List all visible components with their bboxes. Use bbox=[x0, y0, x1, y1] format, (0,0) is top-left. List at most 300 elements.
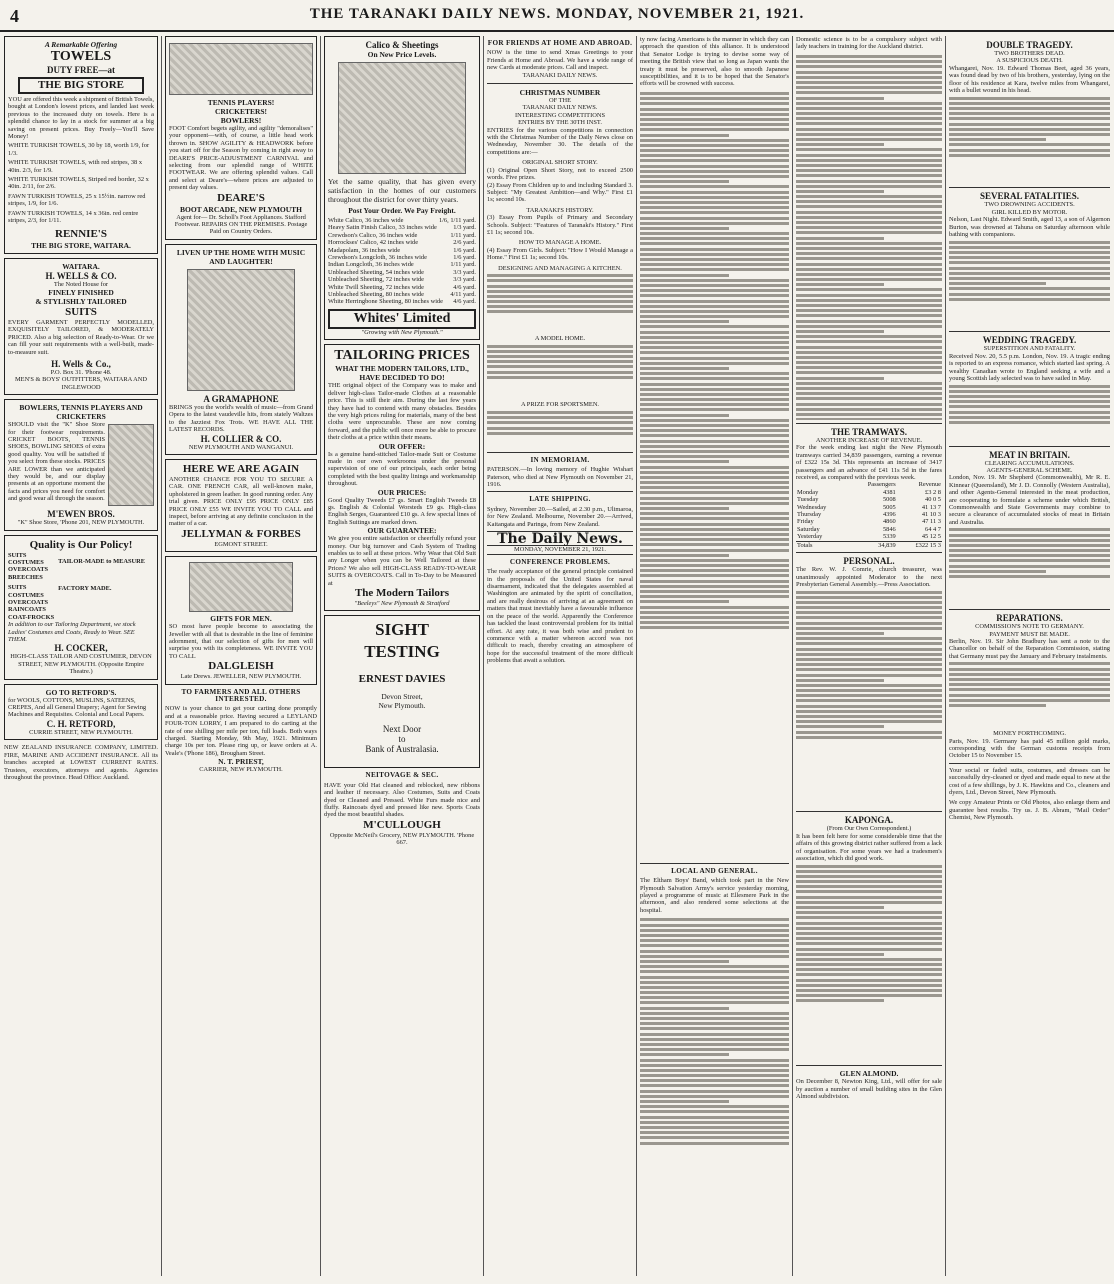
table-row bbox=[796, 489, 942, 496]
text-line bbox=[796, 705, 942, 708]
advertiser-name: ERNEST DAVIES bbox=[358, 673, 446, 686]
text-line bbox=[796, 632, 884, 635]
table-cell: 4396 bbox=[882, 511, 896, 519]
text-line bbox=[796, 371, 942, 374]
article-heading: REPARATIONS. bbox=[996, 613, 1063, 624]
text-line bbox=[949, 272, 1110, 275]
item-name: Unbleached Sheeting, 80 inches wide bbox=[328, 291, 425, 299]
text-line bbox=[640, 377, 789, 380]
text-line bbox=[796, 133, 942, 136]
text-block bbox=[796, 588, 942, 808]
text-line bbox=[949, 694, 1110, 697]
text-line bbox=[640, 398, 789, 401]
advertiser-address: EGMONT STREET. bbox=[214, 540, 268, 548]
text-line bbox=[796, 699, 942, 702]
text-line bbox=[640, 626, 789, 629]
advertiser-name: JELLYMAN & FORBES bbox=[181, 527, 301, 540]
mccullough-advert bbox=[324, 772, 480, 846]
article-body: On December 8, Newton King, Ltd., will offer for sale by auction a number of small building sites in the Glen Almond subdivision. bbox=[796, 1078, 942, 1101]
article-body: London, Nov. 19. Mr Shepherd (Commonwealth), Mr R. E. Kinnear (Queensland), Mr J. D. Connolly (Western Australia), and other Agents-General interested in the meat production, are cooperating to formulate a scheme under which British, Commonwealth and State Governments may combine to secure a clearance of accumulated stocks of meat in Britain and Australia. bbox=[949, 474, 1110, 526]
text-line bbox=[640, 294, 789, 297]
text-line bbox=[949, 251, 1110, 254]
text-line bbox=[796, 968, 942, 971]
article-subheading: (From Our Own Correspondent.) bbox=[826, 825, 912, 833]
column-rule bbox=[945, 36, 946, 1276]
notice-body: Sydney, November 20.—Sailed, at 2.30 p.m., Ulimaroa, for New Zealand. Melbourne, November 20.—Arrived, Kaitangata and Paringa, from New Zealand. bbox=[487, 505, 633, 528]
advert-subheading: OUR GUARANTEE: bbox=[367, 526, 437, 536]
text-line bbox=[796, 340, 942, 343]
table-cell: Passengers bbox=[867, 481, 896, 489]
divider bbox=[487, 452, 633, 453]
text-line bbox=[640, 237, 789, 240]
text-line bbox=[640, 1110, 789, 1113]
text-line bbox=[640, 300, 789, 303]
text-line bbox=[796, 351, 942, 354]
advertiser-name: H. COCKER, bbox=[54, 643, 108, 654]
table-cell: Totals bbox=[797, 541, 813, 549]
text-line bbox=[796, 294, 942, 297]
text-line bbox=[796, 958, 942, 961]
text-line bbox=[640, 1053, 729, 1056]
advert-heading: TO FARMERS AND ALL OTHERS INTERESTED. bbox=[181, 687, 301, 703]
advert-heading: A Remarkable Offering bbox=[44, 40, 118, 49]
text-line bbox=[640, 564, 789, 567]
advert-body: THE original object of the Company was to make and deliver high-class Tailor-made Clothes at a reasonable price. This is still their aim. During the last few years they have had to contend with many obstacles. Besides the very high prices ruling for materials, many of the best cloths were unprocurable. These are now coming forward, and the public will once more be able to procure their cloths at a price within their means. bbox=[328, 382, 476, 442]
text-line bbox=[796, 387, 942, 390]
advertiser-address: HIGH-CLASS TAILOR AND COSTUMIER, DEVON STREET, NEW PLYMOUTH. (Opposite Empire Theatre.) bbox=[10, 653, 152, 676]
section-heading: LOCAL AND GENERAL. bbox=[671, 866, 758, 875]
text-line bbox=[640, 445, 789, 448]
text-line bbox=[640, 242, 789, 245]
text-line bbox=[487, 295, 633, 298]
category-label: FACTORY MADE. bbox=[58, 584, 112, 592]
text-line bbox=[640, 981, 789, 984]
text-line bbox=[796, 226, 942, 229]
text-line bbox=[640, 1048, 789, 1051]
gift-illustration bbox=[189, 562, 293, 612]
text-line bbox=[796, 205, 942, 208]
text-line bbox=[640, 512, 789, 515]
text-line bbox=[487, 355, 633, 358]
list-item bbox=[328, 224, 476, 231]
shoes-illustration bbox=[169, 43, 313, 95]
advertiser-address: CURRIE STREET, NEW PLYMOUTH. bbox=[29, 728, 133, 736]
article-heading: WEDDING TRAGEDY. bbox=[982, 335, 1077, 346]
text-line bbox=[949, 385, 1110, 388]
text-line bbox=[949, 241, 1110, 244]
text-line bbox=[796, 366, 942, 369]
text-line bbox=[640, 268, 789, 271]
text-line bbox=[487, 305, 633, 308]
text-line bbox=[796, 299, 942, 302]
article-body: Domestic science is to be a compulsory subject with lady teachers in training for the Auckland district. bbox=[796, 36, 942, 51]
text-line bbox=[640, 403, 789, 406]
list-item: WHITE TURKISH TOWELS, Striped red border, 32 x 40in. 2/11, for 2/6. bbox=[8, 176, 149, 191]
text-line bbox=[640, 1001, 789, 1004]
text-line bbox=[640, 217, 789, 220]
table-cell: £3 2 8 bbox=[925, 488, 941, 496]
notice-heading: FOR FRIENDS AT HOME AND ABROAD. bbox=[487, 39, 633, 47]
text-line bbox=[796, 637, 942, 640]
text-line bbox=[640, 934, 789, 937]
text-line bbox=[640, 466, 789, 469]
text-line bbox=[640, 600, 729, 603]
article-body: It has been felt here for some considerable time that the affairs of this growing district rather suffered from a lack of organisation. For some years we had a tradesmen's association, which did good work. bbox=[796, 832, 942, 862]
column-rule bbox=[320, 36, 321, 1276]
text-line bbox=[949, 554, 1110, 557]
section-heading: DESIGNING AND MANAGING A KITCHEN. bbox=[498, 264, 622, 272]
table-cell: 34,839 bbox=[878, 541, 896, 549]
text-line bbox=[640, 320, 729, 323]
text-line bbox=[640, 408, 789, 411]
text-line bbox=[796, 658, 942, 661]
advert-town: WAITARA. bbox=[62, 261, 100, 271]
table-row bbox=[796, 526, 942, 533]
notice-body: (4) Essay From Girls. Subject: "How I Would Manage a Home." First £1 1s; second 10s. bbox=[487, 246, 633, 262]
advertiser-name: DALGLEISH bbox=[208, 660, 274, 673]
text-line bbox=[796, 999, 884, 1002]
text-line bbox=[640, 414, 729, 417]
garment-types bbox=[8, 552, 54, 622]
text-line bbox=[640, 585, 789, 588]
text-block bbox=[949, 526, 1110, 606]
text-line bbox=[640, 580, 789, 583]
text-line bbox=[796, 627, 942, 630]
list-item bbox=[328, 291, 476, 298]
text-line bbox=[640, 1007, 729, 1010]
text-line bbox=[640, 1074, 789, 1077]
advert-subheading: DUTY FREE—at bbox=[47, 65, 115, 75]
text-block bbox=[796, 862, 942, 1062]
text-line bbox=[796, 731, 942, 734]
item-name: Horrockses' Calico, 42 inches wide bbox=[328, 239, 419, 247]
text-line bbox=[949, 534, 1110, 537]
text-line bbox=[796, 382, 942, 385]
text-line bbox=[796, 159, 942, 162]
text-line bbox=[796, 71, 942, 74]
text-line bbox=[796, 725, 884, 728]
text-line bbox=[640, 481, 789, 484]
advertiser-name: N. T. PRIEST, bbox=[218, 757, 264, 767]
table-cell: 5008 bbox=[882, 496, 896, 504]
text-block bbox=[949, 383, 1110, 443]
list-item: WHITE TURKISH TOWELS, with red stripes, 38 x 40in. 2/3, for 1/9. bbox=[8, 159, 143, 174]
reading-advert: We copy Amateur Prints or Old Photos, also enlarge them and guarantee best results. Try us. J. B. Abram, "Mail Order" Chemist, New Plymouth. bbox=[949, 799, 1110, 822]
divider bbox=[796, 423, 942, 424]
text-line bbox=[640, 351, 789, 354]
text-line bbox=[949, 390, 1110, 393]
advert-heading: TOWELS bbox=[50, 49, 112, 64]
text-line bbox=[640, 123, 789, 126]
price-list bbox=[328, 217, 476, 306]
advert-heading: TENNIS PLAYERS! bbox=[207, 98, 275, 107]
text-line bbox=[796, 263, 942, 266]
text-line bbox=[640, 128, 789, 131]
list-item bbox=[328, 276, 476, 283]
text-line bbox=[796, 174, 942, 177]
list-item: COSTUMES bbox=[8, 558, 44, 566]
text-line bbox=[640, 507, 729, 510]
text-line bbox=[640, 258, 789, 261]
text-line bbox=[796, 922, 942, 925]
table-cell bbox=[796, 481, 847, 488]
text-line bbox=[640, 502, 789, 505]
towel-list bbox=[8, 142, 154, 224]
text-line bbox=[949, 298, 1110, 301]
text-line bbox=[796, 211, 942, 214]
divider bbox=[796, 1065, 942, 1066]
advertiser-name: DEARE'S bbox=[217, 191, 265, 204]
text-line bbox=[796, 927, 942, 930]
store-logo: THE BIG STORE bbox=[18, 77, 144, 94]
text-line bbox=[796, 237, 884, 240]
text-line bbox=[640, 253, 789, 256]
text-line bbox=[487, 300, 633, 303]
text-line bbox=[949, 149, 1110, 152]
text-line bbox=[487, 371, 633, 374]
article-heading: MEAT IN BRITAIN. bbox=[989, 449, 1070, 460]
modern-tailors-advert bbox=[324, 344, 480, 611]
divider bbox=[949, 446, 1110, 447]
advert-heading: Calico & Sheetings bbox=[365, 40, 439, 50]
column-rule bbox=[636, 36, 637, 1276]
text-line bbox=[796, 320, 942, 323]
text-line bbox=[640, 450, 789, 453]
text-line bbox=[796, 112, 942, 115]
text-line bbox=[640, 491, 789, 494]
text-line bbox=[640, 134, 729, 137]
advert-directions: to bbox=[398, 734, 406, 745]
advert-heading: BOWLERS! bbox=[220, 116, 262, 125]
text-line bbox=[640, 419, 789, 422]
text-line bbox=[796, 616, 942, 619]
text-line bbox=[487, 350, 633, 353]
text-line bbox=[796, 55, 942, 58]
text-line bbox=[796, 896, 942, 899]
notice-subheading: TARANAKI DAILY NEWS. bbox=[522, 104, 598, 112]
text-line bbox=[640, 960, 729, 963]
advertiser-address: "K" Shoe Store, 'Phone 201, NEW PLYMOUTH. bbox=[17, 519, 145, 527]
text-line bbox=[796, 257, 942, 260]
advertiser-address: New Plymouth. bbox=[378, 701, 426, 711]
text-line bbox=[487, 285, 633, 288]
advert-heading: NEITOVAGE & SEC. bbox=[365, 771, 439, 780]
column-rule bbox=[483, 36, 484, 1276]
column-5 bbox=[640, 36, 789, 1280]
item-name: White Herringbone Sheeting, 80 inches wide bbox=[328, 298, 444, 306]
article-body: Berlin, Nov. 19. Sir John Bradbury has sent a note to the Chancellor on behalf of the Reparation Commission, stating that Germany must pay the January and February instalments. bbox=[949, 637, 1110, 660]
item-price: 1/11 yard. bbox=[450, 231, 476, 239]
text-line bbox=[640, 1038, 789, 1041]
advertiser-address: Late Drews. JEWELLER, NEW PLYMOUTH. bbox=[180, 673, 302, 681]
table-row bbox=[796, 504, 942, 511]
advert-heading: CRICKETERS! bbox=[214, 107, 268, 116]
text-line bbox=[796, 361, 942, 364]
masthead bbox=[0, 0, 1114, 32]
cocker-advert bbox=[4, 535, 158, 680]
text-line bbox=[640, 144, 789, 147]
gramophone-illustration bbox=[187, 269, 295, 391]
text-line bbox=[640, 289, 789, 292]
notice-body: ENTRIES for the various competitions in connection with the Christmas Number of the Daily News close on Wednesday, November 30. The details of the competitions are:— bbox=[487, 126, 633, 156]
text-line bbox=[949, 117, 1110, 120]
advertiser-name: RENNIE'S bbox=[55, 227, 107, 240]
article-heading: SEVERAL FATALITIES. bbox=[979, 191, 1080, 202]
shop-illustration bbox=[338, 62, 466, 174]
text-line bbox=[796, 81, 942, 84]
article-subheading: GIRL KILLED BY MOTOR. bbox=[991, 208, 1068, 216]
divider bbox=[796, 552, 942, 553]
text-line bbox=[796, 979, 942, 982]
text-line bbox=[949, 678, 1110, 681]
editorial-heading: CONFERENCE PROBLEMS. bbox=[509, 557, 611, 566]
text-line bbox=[640, 92, 789, 95]
tennis-player-illustration bbox=[108, 424, 154, 506]
text-line bbox=[949, 668, 1110, 671]
text-line bbox=[640, 616, 789, 619]
list-item: FAWN TURKISH TOWELS, 14 x 36in. red centre stripes, 2/3, for 1/11. bbox=[8, 209, 139, 225]
section-heading: HOW TO MANAGE A HOME. bbox=[518, 239, 602, 247]
table-row bbox=[796, 518, 942, 525]
text-line bbox=[796, 190, 884, 193]
table-cell: 5846 bbox=[882, 525, 896, 533]
text-line bbox=[796, 674, 942, 677]
text-line bbox=[949, 405, 1110, 408]
text-line bbox=[796, 948, 942, 951]
text-line bbox=[640, 222, 789, 225]
text-line bbox=[796, 694, 942, 697]
text-line bbox=[949, 154, 1110, 157]
text-line bbox=[640, 170, 789, 173]
column-6-lower bbox=[796, 420, 942, 1280]
advertiser-name: The Modern Tailors bbox=[354, 587, 450, 600]
whites-advert bbox=[324, 36, 480, 340]
text-block bbox=[487, 272, 633, 332]
advertiser-address: THE BIG STORE, WAITARA. bbox=[31, 240, 131, 250]
text-line bbox=[796, 86, 942, 89]
text-line bbox=[949, 261, 1110, 264]
advert-body: Good Quality Tweeds £7 gs. Smart English Tweeds £8 gs. English & Colonial Worsteds £9 gs. High-class English Serges, Guaranteed £10 gs. A few special lines of English Suitings are marked down. bbox=[328, 496, 476, 526]
advert-heading: BOWLERS, TENNIS PLAYERS AND CRICKETERS bbox=[19, 403, 143, 422]
notice-subheading: INTERESTING COMPETITIONS bbox=[515, 111, 605, 119]
table-cell: 40 0 5 bbox=[925, 496, 941, 504]
text-line bbox=[640, 543, 789, 546]
item-price: 1/3 yard. bbox=[453, 224, 476, 232]
article-heading: THE TRAMWAYS. bbox=[830, 427, 908, 437]
text-line bbox=[796, 642, 942, 645]
garment-list bbox=[8, 552, 154, 622]
article-subheading: ANOTHER INCREASE OF REVENUE. bbox=[815, 437, 923, 444]
text-line bbox=[640, 523, 789, 526]
advert-subheading: OUR PRICES: bbox=[377, 487, 427, 497]
text-line bbox=[796, 195, 942, 198]
advert-heading: Quality is Our Policy! bbox=[29, 538, 133, 551]
column-3 bbox=[324, 36, 480, 1280]
advert-body: FOOT Comfort begets agility, and agility "demoralises" your opponent—with, of course, a little head work thrown in. SHOW AGILITY & HEADWORK before you start off for the Season by coming in right away to DEARE'S PRICE-ADJUSTMENT CARNIVAL and selecting from our splendid range of WHITE FOOTWEAR. We are offering splendid values. Call and select at Deare's—where prices are adjusted to present day values. bbox=[169, 125, 313, 192]
text-line bbox=[796, 413, 942, 416]
text-line bbox=[796, 185, 942, 188]
text-line bbox=[640, 1064, 789, 1067]
notice-heading: CHRISTMAS NUMBER bbox=[519, 88, 601, 98]
advert-heading: TESTING bbox=[364, 642, 440, 662]
text-line bbox=[640, 471, 789, 474]
text-line bbox=[640, 569, 789, 572]
list-item: WHITE TURKISH TOWELS, 30 by 18, worth 1/9, for 1/3. bbox=[8, 142, 150, 157]
text-line bbox=[640, 533, 789, 536]
divider bbox=[949, 187, 1110, 188]
text-line bbox=[796, 283, 884, 286]
text-line bbox=[949, 287, 1110, 290]
text-line bbox=[949, 549, 1110, 552]
notice-body: (1) Original Open Short Story, not to exceed 2500 words. Five prizes. bbox=[487, 166, 633, 182]
list-item: COSTUMES bbox=[8, 591, 44, 599]
notice-body: (3) Essay From Pupils of Primary and Secondary Schools. Subject: "Features of Taranaki's History." First £1 1s; second 10s. bbox=[487, 214, 633, 236]
item-price: 3/3 yard. bbox=[453, 268, 476, 276]
text-line bbox=[640, 139, 789, 142]
text-line bbox=[949, 400, 1110, 403]
text-line bbox=[640, 315, 789, 318]
text-line bbox=[796, 346, 942, 349]
text-line bbox=[796, 403, 942, 406]
text-line bbox=[949, 411, 1110, 414]
text-line bbox=[796, 596, 942, 599]
text-line bbox=[640, 191, 789, 194]
text-line bbox=[796, 117, 942, 120]
divider bbox=[487, 83, 633, 84]
divider bbox=[949, 609, 1110, 610]
text-line bbox=[949, 277, 1110, 280]
text-line bbox=[640, 331, 789, 334]
text-line bbox=[796, 984, 942, 987]
list-item: OVERCOATS bbox=[8, 599, 49, 606]
advert-tagline: FINELY FINISHED bbox=[48, 287, 114, 297]
text-block bbox=[487, 342, 633, 398]
text-block bbox=[949, 238, 1110, 328]
text-line bbox=[640, 996, 789, 999]
item-price: 4/6 yard. bbox=[453, 298, 476, 306]
text-line bbox=[796, 916, 942, 919]
text-line bbox=[949, 565, 1110, 568]
text-line bbox=[796, 216, 942, 219]
list-item: FAWN TURKISH TOWELS, 25 x 15½in. narrow red stripes, 1/9, for 1/6. bbox=[8, 192, 146, 208]
text-line bbox=[949, 128, 1110, 131]
text-line bbox=[796, 668, 942, 671]
text-line bbox=[796, 875, 942, 878]
list-item bbox=[328, 284, 476, 291]
advertiser-address: MEN'S & BOYS' OUTFITTERS, WAITARA AND INGLEWOOD bbox=[15, 376, 147, 391]
notice-body: (2) Essay From Children up to and including Standard 3. Subject: "My Greatest Ambition—and Why." First £1 1s; second 10s. bbox=[487, 181, 633, 204]
text-line bbox=[640, 1059, 789, 1062]
table-header bbox=[796, 481, 942, 488]
text-line bbox=[796, 963, 942, 966]
text-line bbox=[640, 986, 789, 989]
text-line bbox=[640, 424, 789, 427]
text-line bbox=[640, 944, 789, 947]
text-line bbox=[640, 362, 789, 365]
divider bbox=[640, 863, 789, 864]
article-heading: GLEN ALMOND. bbox=[839, 1069, 899, 1079]
text-line bbox=[640, 248, 789, 251]
advert-heading: GO TO RETFORD'S. bbox=[45, 687, 117, 697]
text-line bbox=[640, 274, 729, 277]
text-line bbox=[796, 164, 942, 167]
text-line bbox=[640, 621, 789, 624]
section-heading: TARANAKI'S HISTORY. bbox=[526, 206, 594, 214]
text-line bbox=[796, 648, 942, 651]
text-line bbox=[796, 91, 942, 94]
table-cell: 47 11 3 bbox=[922, 518, 941, 526]
advert-body: SO most have people become to associating the Jeweller with all that is desirable in the line of feminine adornment, that our selection of gifts for men will surprise you with its completeness. WE INVITE YOU TO CALL bbox=[169, 623, 313, 660]
